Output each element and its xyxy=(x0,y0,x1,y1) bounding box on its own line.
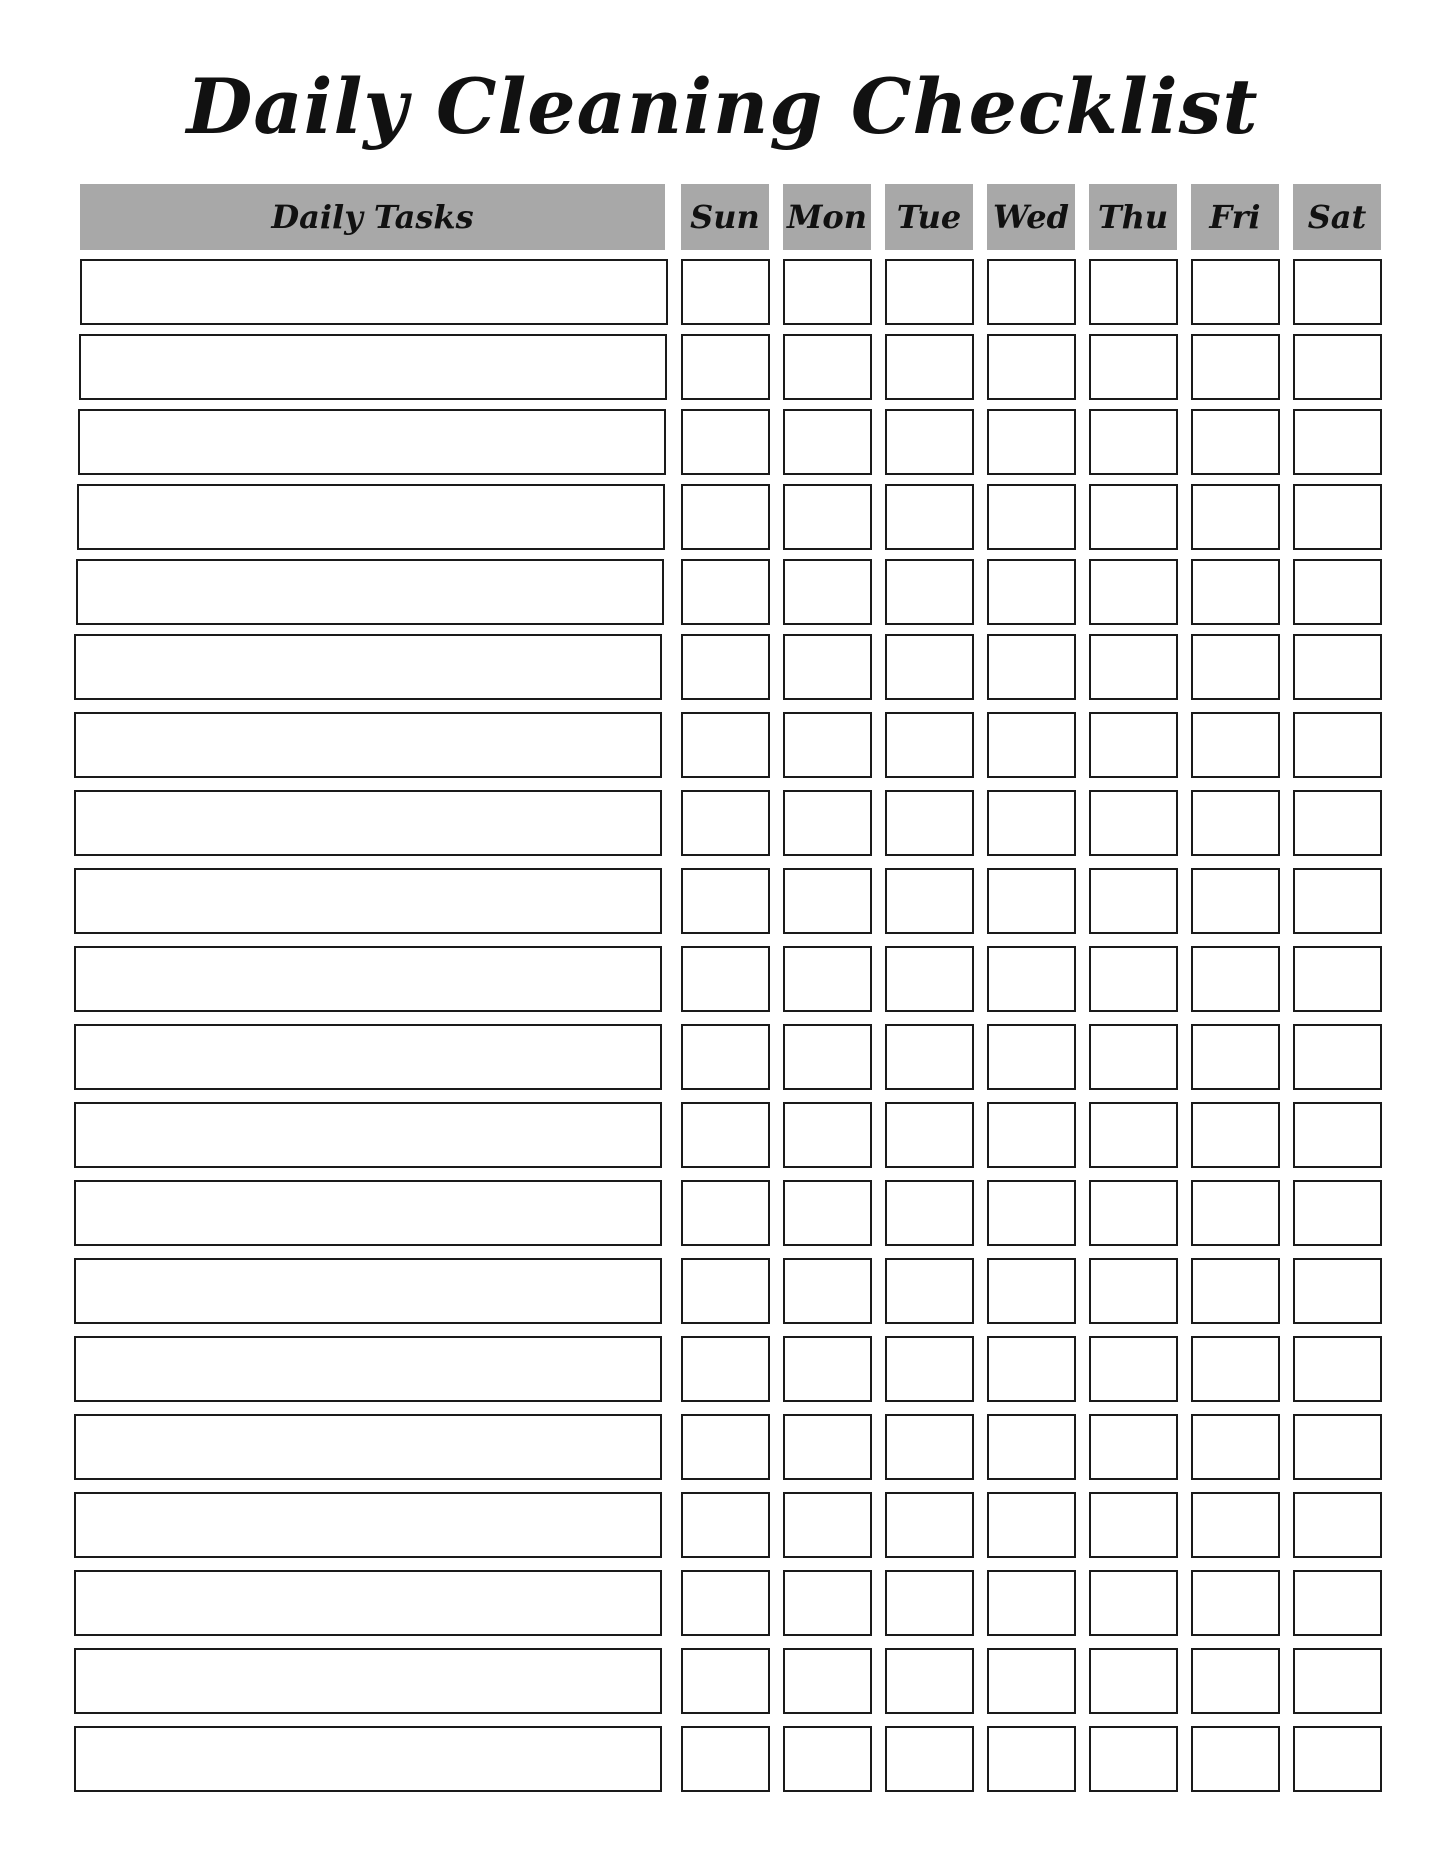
checkbox-thu[interactable] xyxy=(1089,1336,1178,1402)
daily-tasks-header: Daily Tasks xyxy=(80,184,665,250)
checkbox-mon[interactable] xyxy=(783,1570,872,1636)
checkbox-sun[interactable] xyxy=(681,946,770,1012)
checkbox-fri[interactable] xyxy=(1191,1336,1280,1402)
task-field[interactable] xyxy=(74,946,662,1012)
checkbox-fri[interactable] xyxy=(1191,334,1280,400)
checkbox-mon[interactable] xyxy=(783,1492,872,1558)
checkbox-thu[interactable] xyxy=(1089,259,1178,325)
checkbox-wed[interactable] xyxy=(987,634,1076,700)
checkbox-thu[interactable] xyxy=(1089,634,1178,700)
checkbox-sat[interactable] xyxy=(1293,1492,1382,1558)
checkbox-mon[interactable] xyxy=(783,1414,872,1480)
checkbox-sun[interactable] xyxy=(681,409,770,475)
checkbox-fri[interactable] xyxy=(1191,634,1280,700)
checkbox-fri[interactable] xyxy=(1191,946,1280,1012)
checkbox-tue[interactable] xyxy=(885,559,974,625)
task-field[interactable] xyxy=(76,559,664,625)
checkbox-tue[interactable] xyxy=(885,1726,974,1792)
checkbox-sat[interactable] xyxy=(1293,484,1382,550)
checkbox-wed[interactable] xyxy=(987,1492,1076,1558)
checkbox-wed[interactable] xyxy=(987,946,1076,1012)
checkbox-sat[interactable] xyxy=(1293,1726,1382,1792)
checkbox-fri[interactable] xyxy=(1191,559,1280,625)
checkbox-thu[interactable] xyxy=(1089,712,1178,778)
checkbox-fri[interactable] xyxy=(1191,259,1280,325)
day-header-thu: Thu xyxy=(1089,184,1177,250)
checkbox-tue[interactable] xyxy=(885,259,974,325)
checkbox-mon[interactable] xyxy=(783,1726,872,1792)
checkbox-mon[interactable] xyxy=(783,868,872,934)
page-title: Daily Cleaning Checklist xyxy=(186,62,1259,151)
checkbox-fri[interactable] xyxy=(1191,790,1280,856)
checkbox-wed[interactable] xyxy=(987,1648,1076,1714)
day-header-mon: Mon xyxy=(783,184,871,250)
checkbox-fri[interactable] xyxy=(1191,1102,1280,1168)
checkbox-thu[interactable] xyxy=(1089,1648,1178,1714)
checkbox-tue[interactable] xyxy=(885,1102,974,1168)
checkbox-tue[interactable] xyxy=(885,1258,974,1324)
checkbox-sat[interactable] xyxy=(1293,559,1382,625)
checkbox-thu[interactable] xyxy=(1089,1570,1178,1636)
checkbox-tue[interactable] xyxy=(885,790,974,856)
checkbox-tue[interactable] xyxy=(885,484,974,550)
day-header-sun: Sun xyxy=(681,184,769,250)
checkbox-thu[interactable] xyxy=(1089,1726,1178,1792)
checkbox-sat[interactable] xyxy=(1293,259,1382,325)
checkbox-sun[interactable] xyxy=(681,712,770,778)
checkbox-tue[interactable] xyxy=(885,1024,974,1090)
checkbox-sun[interactable] xyxy=(681,484,770,550)
checkbox-wed[interactable] xyxy=(987,1726,1076,1792)
task-field[interactable] xyxy=(74,1024,662,1090)
checkbox-fri[interactable] xyxy=(1191,1726,1280,1792)
checkbox-wed[interactable] xyxy=(987,712,1076,778)
task-field[interactable] xyxy=(74,868,662,934)
checkbox-tue[interactable] xyxy=(885,1336,974,1402)
checkbox-sun[interactable] xyxy=(681,1102,770,1168)
checkbox-tue[interactable] xyxy=(885,634,974,700)
checkbox-sun[interactable] xyxy=(681,634,770,700)
task-field[interactable] xyxy=(74,1258,662,1324)
checkbox-sun[interactable] xyxy=(681,1492,770,1558)
checkbox-mon[interactable] xyxy=(783,1180,872,1246)
checkbox-wed[interactable] xyxy=(987,1414,1076,1480)
checkbox-tue[interactable] xyxy=(885,334,974,400)
checkbox-wed[interactable] xyxy=(987,1180,1076,1246)
checkbox-wed[interactable] xyxy=(987,334,1076,400)
checkbox-sun[interactable] xyxy=(681,1648,770,1714)
checkbox-fri[interactable] xyxy=(1191,409,1280,475)
checkbox-thu[interactable] xyxy=(1089,946,1178,1012)
checkbox-tue[interactable] xyxy=(885,1648,974,1714)
checkbox-thu[interactable] xyxy=(1089,484,1178,550)
checkbox-sun[interactable] xyxy=(681,334,770,400)
checkbox-sun[interactable] xyxy=(681,790,770,856)
checkbox-sat[interactable] xyxy=(1293,946,1382,1012)
checkbox-sun[interactable] xyxy=(681,1570,770,1636)
checkbox-thu[interactable] xyxy=(1089,1258,1178,1324)
checkbox-sat[interactable] xyxy=(1293,334,1382,400)
checkbox-wed[interactable] xyxy=(987,559,1076,625)
checkbox-sun[interactable] xyxy=(681,1180,770,1246)
checkbox-mon[interactable] xyxy=(783,409,872,475)
checkbox-tue[interactable] xyxy=(885,712,974,778)
checkbox-fri[interactable] xyxy=(1191,1180,1280,1246)
checkbox-mon[interactable] xyxy=(783,484,872,550)
checkbox-sat[interactable] xyxy=(1293,1570,1382,1636)
checkbox-wed[interactable] xyxy=(987,484,1076,550)
checkbox-tue[interactable] xyxy=(885,1414,974,1480)
checkbox-sun[interactable] xyxy=(681,259,770,325)
checkbox-sun[interactable] xyxy=(681,1414,770,1480)
checkbox-mon[interactable] xyxy=(783,634,872,700)
task-field[interactable] xyxy=(79,334,667,400)
task-field[interactable] xyxy=(74,1414,662,1480)
checkbox-sat[interactable] xyxy=(1293,1414,1382,1480)
checkbox-thu[interactable] xyxy=(1089,1492,1178,1558)
checkbox-thu[interactable] xyxy=(1089,790,1178,856)
checkbox-thu[interactable] xyxy=(1089,868,1178,934)
checkbox-thu[interactable] xyxy=(1089,409,1178,475)
checkbox-fri[interactable] xyxy=(1191,1024,1280,1090)
checkbox-sat[interactable] xyxy=(1293,868,1382,934)
checkbox-sun[interactable] xyxy=(681,1024,770,1090)
task-field[interactable] xyxy=(74,1102,662,1168)
checkbox-sat[interactable] xyxy=(1293,1336,1382,1402)
checkbox-fri[interactable] xyxy=(1191,1414,1280,1480)
task-field[interactable] xyxy=(74,1492,662,1558)
checkbox-thu[interactable] xyxy=(1089,1024,1178,1090)
checkbox-mon[interactable] xyxy=(783,334,872,400)
task-field[interactable] xyxy=(74,712,662,778)
checkbox-fri[interactable] xyxy=(1191,868,1280,934)
checkbox-thu[interactable] xyxy=(1089,1414,1178,1480)
checkbox-sat[interactable] xyxy=(1293,1024,1382,1090)
checkbox-mon[interactable] xyxy=(783,1024,872,1090)
checkbox-sat[interactable] xyxy=(1293,790,1382,856)
checkbox-sat[interactable] xyxy=(1293,712,1382,778)
checkbox-tue[interactable] xyxy=(885,1570,974,1636)
task-field[interactable] xyxy=(74,1336,662,1402)
task-field[interactable] xyxy=(77,484,665,550)
checkbox-wed[interactable] xyxy=(987,1258,1076,1324)
day-header-tue: Tue xyxy=(885,184,973,250)
day-header-sat: Sat xyxy=(1293,184,1381,250)
checkbox-fri[interactable] xyxy=(1191,484,1280,550)
checkbox-tue[interactable] xyxy=(885,868,974,934)
checkbox-mon[interactable] xyxy=(783,712,872,778)
task-field[interactable] xyxy=(74,1180,662,1246)
day-header-wed: Wed xyxy=(987,184,1075,250)
checkbox-sun[interactable] xyxy=(681,1726,770,1792)
checkbox-mon[interactable] xyxy=(783,790,872,856)
checkbox-wed[interactable] xyxy=(987,1570,1076,1636)
checkbox-fri[interactable] xyxy=(1191,1648,1280,1714)
checkbox-fri[interactable] xyxy=(1191,1492,1280,1558)
checkbox-sun[interactable] xyxy=(681,1336,770,1402)
checkbox-sat[interactable] xyxy=(1293,1180,1382,1246)
checkbox-fri[interactable] xyxy=(1191,1570,1280,1636)
checkbox-sat[interactable] xyxy=(1293,634,1382,700)
checkbox-tue[interactable] xyxy=(885,1180,974,1246)
task-field[interactable] xyxy=(80,259,668,325)
task-field[interactable] xyxy=(74,1648,662,1714)
checkbox-mon[interactable] xyxy=(783,1336,872,1402)
checkbox-tue[interactable] xyxy=(885,409,974,475)
checkbox-mon[interactable] xyxy=(783,259,872,325)
checkbox-thu[interactable] xyxy=(1089,1180,1178,1246)
checkbox-sun[interactable] xyxy=(681,868,770,934)
checkbox-fri[interactable] xyxy=(1191,712,1280,778)
task-field[interactable] xyxy=(74,634,662,700)
task-field[interactable] xyxy=(74,790,662,856)
checkbox-sun[interactable] xyxy=(681,1258,770,1324)
checkbox-wed[interactable] xyxy=(987,1024,1076,1090)
checkbox-mon[interactable] xyxy=(783,1102,872,1168)
checkbox-thu[interactable] xyxy=(1089,1102,1178,1168)
checkbox-mon[interactable] xyxy=(783,1258,872,1324)
checkbox-mon[interactable] xyxy=(783,1648,872,1714)
checkbox-wed[interactable] xyxy=(987,1336,1076,1402)
checkbox-tue[interactable] xyxy=(885,1492,974,1558)
checkbox-wed[interactable] xyxy=(987,868,1076,934)
checkbox-thu[interactable] xyxy=(1089,559,1178,625)
checkbox-sat[interactable] xyxy=(1293,1102,1382,1168)
checkbox-sat[interactable] xyxy=(1293,409,1382,475)
task-field[interactable] xyxy=(74,1726,662,1792)
day-header-fri: Fri xyxy=(1191,184,1279,250)
checkbox-wed[interactable] xyxy=(987,409,1076,475)
checkbox-thu[interactable] xyxy=(1089,334,1178,400)
task-field[interactable] xyxy=(78,409,666,475)
checkbox-sun[interactable] xyxy=(681,559,770,625)
checkbox-wed[interactable] xyxy=(987,1102,1076,1168)
checkbox-sat[interactable] xyxy=(1293,1648,1382,1714)
checkbox-mon[interactable] xyxy=(783,946,872,1012)
checkbox-wed[interactable] xyxy=(987,259,1076,325)
checkbox-mon[interactable] xyxy=(783,559,872,625)
task-field[interactable] xyxy=(74,1570,662,1636)
checkbox-fri[interactable] xyxy=(1191,1258,1280,1324)
checkbox-sat[interactable] xyxy=(1293,1258,1382,1324)
checkbox-wed[interactable] xyxy=(987,790,1076,856)
checkbox-tue[interactable] xyxy=(885,946,974,1012)
